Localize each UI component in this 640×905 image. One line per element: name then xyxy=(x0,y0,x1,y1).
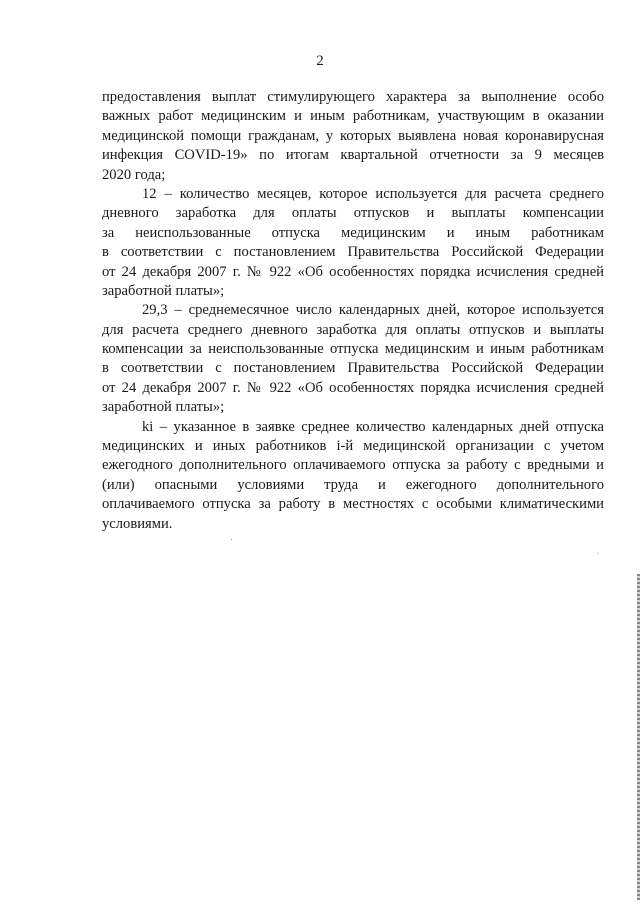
scan-speck xyxy=(597,553,598,554)
page-number: 2 xyxy=(316,53,324,69)
text-line: инфекция COVID-19» по итогам квартальной отчетности за 9 месяцев xyxy=(102,147,604,164)
text-line: важных работ медицинским и иным работникам, участвующим в оказании xyxy=(102,108,604,125)
text-line: 2020 года; xyxy=(102,166,166,183)
text-line: в соответствии с постановлением Правительства Российской Федерации xyxy=(102,360,604,377)
text-line: медицинских и иных работников i-й медицинской организации с учетом xyxy=(102,438,604,455)
text-line: компенсации за неиспользованные отпуска медицинским и иным работникам xyxy=(102,341,604,358)
text-line: 29,3 – среднемесячное число календарных дней, которое используется xyxy=(142,302,604,319)
text-line: предоставления выплат стимулирующего характера за выполнение особо xyxy=(102,89,604,105)
text-line: за неиспользованные отпуска медицинским и иным работникам xyxy=(102,224,604,241)
paragraph-ki-definition xyxy=(102,418,604,534)
paragraph-months-count xyxy=(102,185,604,301)
text-line: медицинской помощи гражданам, у которых выявлена новая коронавирусная xyxy=(102,127,604,144)
text-line: (или) опасными условиями труда и ежегодного дополнительного xyxy=(102,476,604,493)
text-line: ежегодного дополнительного оплачиваемого отпуска за работу с вредными и xyxy=(102,457,604,474)
scan-speck xyxy=(231,539,232,540)
paragraph-payments-continuation xyxy=(102,88,604,185)
text-line: оплачиваемого отпуска за работу в местностях с особыми климатическими xyxy=(102,496,604,513)
text-line: условиями. xyxy=(102,515,173,532)
text-line: ki – указанное в заявке среднее количество календарных дней отпуска xyxy=(142,418,604,435)
text-line: дневного заработка для оплаты отпусков и выплаты компенсации xyxy=(102,205,604,222)
text-line: 12 – количество месяцев, которое используется для расчета среднего xyxy=(142,185,604,202)
text-line: от 24 декабря 2007 г. № 922 «Об особенностях порядка исчисления средней xyxy=(102,379,604,396)
text-line: в соответствии с постановлением Правительства Российской Федерации xyxy=(102,244,604,261)
text-line: для расчета среднего дневного заработка для оплаты отпусков и выплаты xyxy=(102,321,604,338)
document-body xyxy=(102,88,604,534)
text-line: заработной платы»; xyxy=(102,282,225,299)
paragraph-average-days xyxy=(102,301,604,417)
text-line: заработной платы»; xyxy=(102,399,225,416)
text-line: от 24 декабря 2007 г. № 922 «Об особенностях порядка исчисления средней xyxy=(102,263,604,280)
